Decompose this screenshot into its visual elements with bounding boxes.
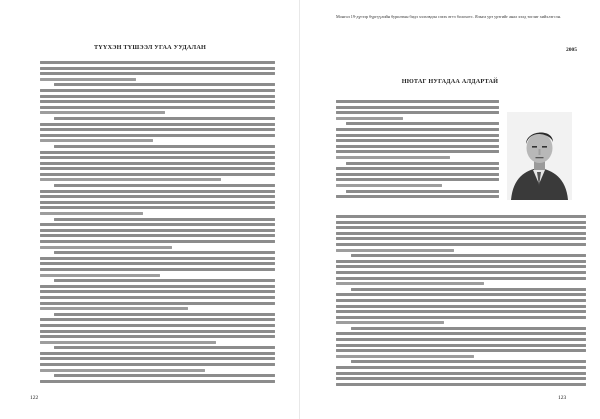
text-line <box>54 83 275 86</box>
text-line <box>40 206 275 209</box>
text-line <box>336 184 442 187</box>
text-line <box>336 243 586 246</box>
text-line <box>40 173 275 176</box>
text-line <box>54 346 275 349</box>
text-line <box>336 310 586 313</box>
text-line <box>40 111 165 114</box>
text-line <box>40 363 275 366</box>
text-line <box>336 128 499 131</box>
text-line <box>54 218 275 221</box>
text-line <box>336 282 484 285</box>
text-line <box>336 377 586 380</box>
text-line <box>40 223 275 226</box>
text-line <box>40 128 275 131</box>
text-line <box>336 117 403 120</box>
text-line <box>40 307 188 310</box>
text-line <box>336 305 586 308</box>
text-line <box>40 139 153 142</box>
text-line <box>336 226 586 229</box>
text-line <box>40 380 275 383</box>
text-line <box>40 318 275 321</box>
text-line <box>40 246 172 249</box>
text-line <box>336 299 586 302</box>
text-line <box>40 290 275 293</box>
text-line <box>336 383 586 386</box>
text-line <box>40 100 275 103</box>
right-body-text-lower <box>336 215 586 388</box>
text-line <box>40 296 275 299</box>
text-line <box>40 195 275 198</box>
text-line <box>336 271 586 274</box>
text-line <box>336 249 454 252</box>
text-line <box>40 162 275 165</box>
text-line <box>336 265 586 268</box>
text-line <box>336 145 499 148</box>
text-line <box>336 139 499 142</box>
text-line <box>40 61 275 64</box>
text-line <box>40 330 275 333</box>
text-line <box>336 293 586 296</box>
text-line <box>336 332 586 335</box>
text-line <box>40 167 275 170</box>
text-line <box>336 237 586 240</box>
left-article-title: ТҮҮХЭН ТҮШЭЭЛ УГАА УУДАЛАН <box>93 44 207 51</box>
text-line <box>40 95 275 98</box>
right-page <box>300 0 600 419</box>
text-line <box>40 151 275 154</box>
text-line <box>336 178 499 181</box>
text-line <box>336 221 586 224</box>
text-line <box>336 232 586 235</box>
text-line <box>40 123 275 126</box>
text-line <box>336 173 499 176</box>
text-line <box>351 360 586 363</box>
portrait-photo-icon <box>507 112 572 200</box>
text-line <box>336 100 499 103</box>
text-line <box>336 260 586 263</box>
text-line <box>40 285 275 288</box>
text-line <box>40 357 275 360</box>
year-label: 2005 <box>566 47 577 53</box>
text-line <box>336 277 586 280</box>
text-line <box>40 78 136 81</box>
text-line <box>336 344 586 347</box>
text-line <box>54 117 275 120</box>
text-line <box>336 134 499 137</box>
text-line <box>40 268 275 271</box>
text-line <box>40 67 275 70</box>
text-line <box>336 349 586 352</box>
text-line <box>336 150 499 153</box>
text-line <box>336 167 499 170</box>
text-line <box>40 369 205 372</box>
text-line <box>336 316 586 319</box>
text-line <box>40 302 275 305</box>
text-line <box>40 156 275 159</box>
text-line <box>336 372 586 375</box>
text-line <box>54 251 275 254</box>
text-line <box>346 190 499 193</box>
right-body-text-upper <box>336 100 499 201</box>
text-line <box>346 122 499 125</box>
text-line <box>40 262 275 265</box>
text-line <box>40 335 275 338</box>
text-line <box>346 162 499 165</box>
text-line <box>336 215 586 218</box>
text-line <box>54 279 275 282</box>
text-line <box>336 355 474 358</box>
text-line <box>40 134 275 137</box>
left-body-text <box>40 61 275 385</box>
text-line <box>336 195 499 198</box>
text-line <box>40 178 221 181</box>
text-line <box>351 288 586 291</box>
text-line <box>40 190 275 193</box>
text-line <box>54 184 275 187</box>
text-line <box>351 327 586 330</box>
text-line <box>40 212 143 215</box>
text-line <box>40 201 275 204</box>
text-line <box>40 72 275 75</box>
text-line <box>336 111 499 114</box>
right-intro-text: Монгол 19-дүгээр бүргүүлийн бурилтын бидэ хэлхэвдэн сэхэх өгтэ болохотс. Ялыга урт уртгийг анал хэлд тоглиг хийхлэгсэн. <box>336 14 561 19</box>
text-line <box>40 274 160 277</box>
text-line <box>40 257 275 260</box>
text-line <box>40 341 216 344</box>
text-line <box>336 366 586 369</box>
text-line <box>40 89 275 92</box>
text-line <box>54 313 275 316</box>
text-line <box>54 145 275 148</box>
left-page-number: 122 <box>30 395 39 401</box>
text-line <box>351 254 586 257</box>
text-line <box>40 352 275 355</box>
right-article-title: НЮТАГ НУГАДАА АЛДАРТАЙ <box>401 78 499 85</box>
text-line <box>40 234 275 237</box>
text-line <box>40 240 275 243</box>
text-line <box>336 156 450 159</box>
text-line <box>336 338 586 341</box>
text-line <box>54 374 275 377</box>
right-page-number: 123 <box>558 395 567 401</box>
text-line <box>40 106 275 109</box>
text-line <box>336 321 444 324</box>
text-line <box>40 229 275 232</box>
text-line <box>40 324 275 327</box>
text-line <box>336 106 499 109</box>
